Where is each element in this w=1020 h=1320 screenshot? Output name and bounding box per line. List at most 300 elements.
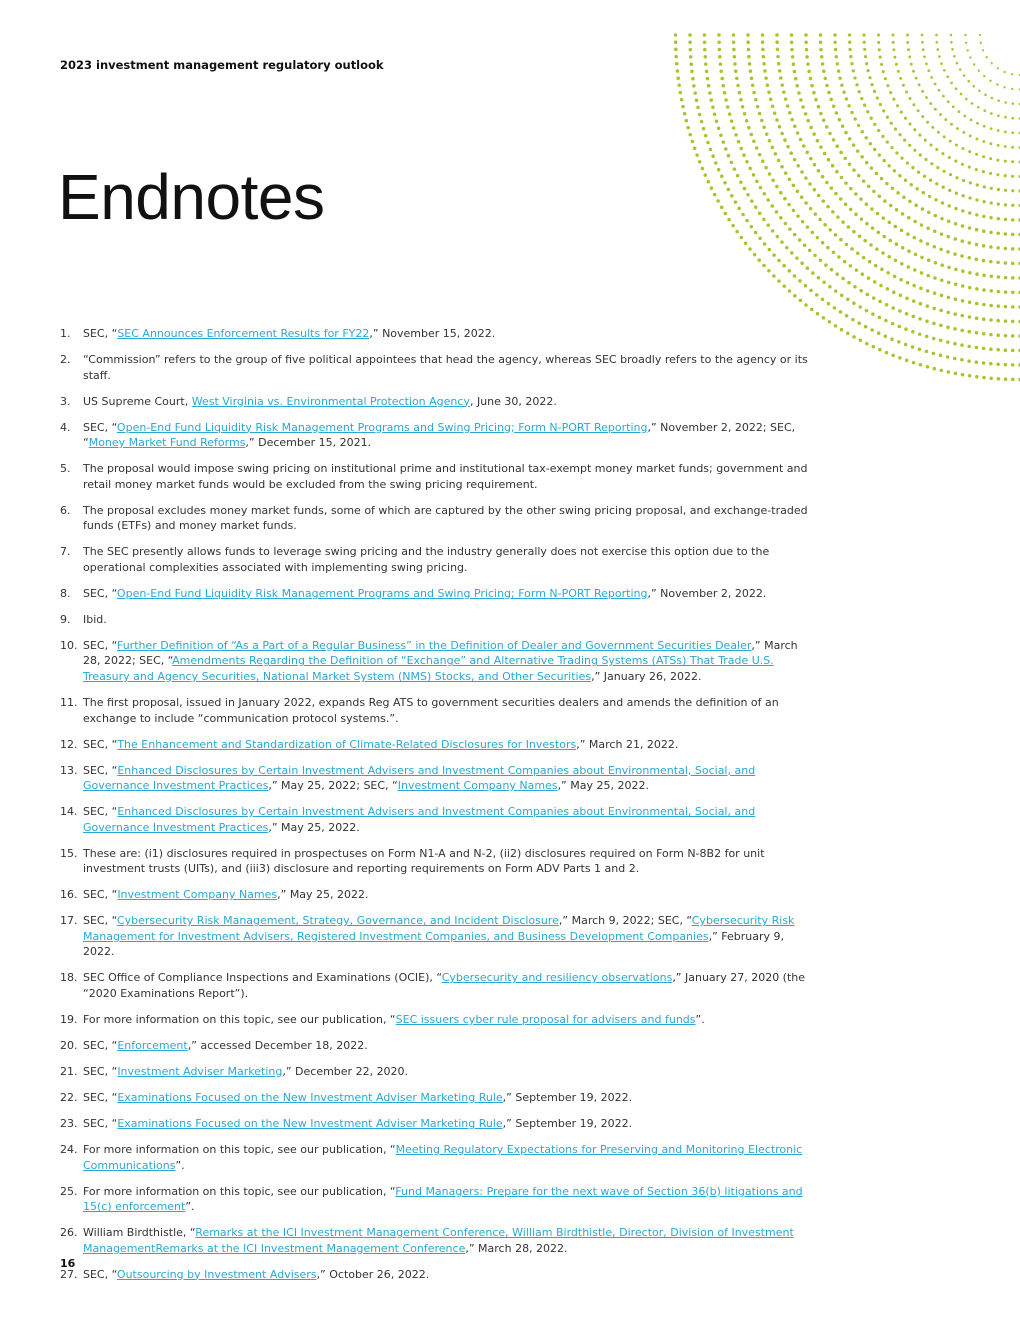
- decorative-dot: [793, 70, 797, 74]
- endnote-link[interactable]: Amendments Regarding the Definition of “Exchange” and Alternative Trading Systems (ATSs) That Trade U.S. Treasury and Agency Securities, National Market System (NMS) Stocks, and Other Securities: [83, 654, 774, 684]
- decorative-dot: [975, 198, 978, 201]
- decorative-dot: [919, 239, 923, 243]
- decorative-dot: [989, 80, 991, 82]
- decorative-dot: [713, 193, 717, 197]
- endnotes-list: [60, 326, 810, 1293]
- decorative-dot: [877, 41, 880, 44]
- decorative-dot: [883, 199, 887, 203]
- decorative-dot: [1011, 276, 1015, 280]
- endnote-link[interactable]: Money Market Fund Reforms: [88, 436, 246, 450]
- decorative-dot: [950, 34, 953, 37]
- decorative-dot: [940, 217, 944, 221]
- decorative-dot: [840, 328, 844, 332]
- decorative-dot: [869, 142, 872, 145]
- decorative-dot: [820, 55, 824, 59]
- decorative-dot: [734, 69, 738, 73]
- decorative-dot: [728, 112, 732, 116]
- decorative-dot: [868, 76, 871, 79]
- decorative-dot: [732, 33, 736, 37]
- endnote-link[interactable]: Examinations Focused on the New Investment Adviser Marketing Rule: [117, 1116, 503, 1130]
- decorative-dot: [859, 197, 863, 201]
- decorative-dot: [1004, 232, 1008, 236]
- endnote-text: The SEC presently allows funds to leverage swing pricing and the industry generally does not exercise this option due to the operational complexities associated with implementing swing pricing.: [83, 545, 770, 574]
- decorative-dot: [852, 301, 856, 305]
- decorative-dot: [996, 363, 1000, 367]
- decorative-dot: [962, 131, 965, 134]
- endnote-link[interactable]: Investment Company Names: [117, 888, 278, 902]
- decorative-dot: [907, 216, 911, 220]
- decorative-dot: [777, 259, 781, 263]
- decorative-dot: [918, 332, 922, 336]
- decorative-dot: [942, 186, 945, 189]
- decorative-dot: [973, 85, 976, 88]
- decorative-dot: [786, 145, 790, 149]
- decorative-dot: [908, 144, 911, 147]
- decorative-dot: [841, 124, 845, 128]
- decorative-dot: [717, 33, 721, 37]
- decorative-dot: [990, 187, 993, 190]
- decorative-dot: [965, 42, 967, 44]
- endnote-item: [60, 695, 810, 726]
- decorative-dot: [966, 49, 968, 51]
- decorative-dot: [924, 139, 927, 142]
- decorative-dot: [824, 263, 828, 267]
- decorative-dot: [696, 106, 700, 110]
- decorative-dot: [828, 285, 832, 289]
- endnote-text: ,” November 2, 2022; SEC, “: [83, 420, 796, 450]
- endnote-text: ,” May 25, 2022.: [277, 888, 369, 902]
- endnote-text: ,” December 22, 2020.: [282, 1065, 409, 1078]
- endnote-link[interactable]: The Enhancement and Standardization of Climate-Related Disclosures for Investors: [117, 737, 577, 751]
- decorative-dot: [828, 320, 832, 324]
- decorative-dot: [913, 220, 917, 224]
- decorative-dot: [1003, 86, 1005, 88]
- decorative-dot: [804, 201, 808, 205]
- endnote-text: “Commission” refers to the group of five political appointees that head the agency, whereas SEC broadly refers to the agency or its staff.: [83, 352, 808, 382]
- decorative-dot: [860, 97, 863, 100]
- decorative-dot: [906, 281, 910, 285]
- decorative-dot: [932, 322, 936, 326]
- decorative-dot: [807, 70, 811, 74]
- decorative-dot: [837, 255, 841, 259]
- decorative-dot: [968, 196, 971, 199]
- endnote-link[interactable]: West Virginia vs. Environmental Protection Agency: [191, 394, 470, 408]
- decorative-dot: [804, 112, 808, 116]
- decorative-dot: [954, 372, 958, 376]
- endnote-number: 18.: [60, 971, 78, 985]
- endnote-text: Ibid.: [83, 612, 107, 626]
- decorative-dot: [814, 98, 818, 102]
- decorative-dot: [850, 247, 854, 251]
- decorative-dot: [850, 111, 853, 114]
- decorative-dot: [882, 216, 886, 220]
- decorative-dot: [879, 284, 883, 288]
- decorative-dot: [962, 147, 965, 150]
- decorative-dot: [939, 113, 942, 116]
- endnote-text: SEC, “: [83, 1039, 118, 1053]
- decorative-dot: [717, 41, 721, 45]
- decorative-dot: [991, 97, 994, 100]
- decorative-dot: [982, 347, 986, 351]
- decorative-dot: [922, 48, 925, 51]
- decorative-dot: [741, 213, 745, 217]
- endnote-item: [60, 461, 810, 492]
- decorative-dot: [938, 55, 941, 58]
- decorative-dot: [955, 87, 958, 90]
- endnote-link[interactable]: Open-End Fund Liquidity Risk Management Programs and Swing Pricing; Form N-PORT Reporting: [116, 586, 648, 600]
- decorative-dot: [865, 161, 869, 165]
- decorative-dot: [704, 173, 708, 177]
- endnote-link[interactable]: Enhanced Disclosures by Certain Investment Advisers and Investment Companies about Environmental, Social, and Governance Investment Practices: [83, 805, 756, 834]
- decorative-dot: [717, 127, 721, 131]
- decorative-dot: [793, 125, 797, 129]
- decorative-dot: [926, 289, 930, 293]
- endnote-link[interactable]: Cybersecurity Risk Management, Strategy, Governance, and Incident Disclosure: [116, 914, 559, 928]
- decorative-dot: [982, 140, 985, 143]
- decorative-dot: [709, 148, 713, 152]
- decorative-dot: [947, 281, 951, 285]
- decorative-dot: [950, 82, 953, 85]
- endnote-number: 2.: [60, 352, 71, 366]
- decorative-dot: [968, 374, 972, 378]
- decorative-dot: [778, 69, 782, 73]
- decorative-dot: [867, 69, 870, 72]
- decorative-dot: [1004, 363, 1008, 367]
- decorative-dot: [975, 243, 979, 247]
- decorative-dot: [848, 41, 851, 44]
- decorative-dot: [918, 348, 922, 352]
- decorative-dot: [771, 105, 775, 109]
- decorative-dot: [867, 276, 871, 280]
- endnote-link[interactable]: Cybersecurity Risk Management for Investment Advisers, Registered Investment Companies, and Business Development Companies: [83, 914, 795, 943]
- decorative-dot: [907, 249, 911, 253]
- decorative-dot: [932, 352, 936, 356]
- decorative-dot: [826, 246, 830, 250]
- decorative-dot: [879, 103, 882, 106]
- decorative-dot: [865, 202, 869, 206]
- endnote-link[interactable]: Further Definition of “As a Part of a Regular Business” in the Definition of Dealer and Government Securities Dealer: [116, 638, 752, 652]
- decorative-dot: [831, 210, 835, 214]
- decorative-dot: [901, 246, 905, 250]
- endnote-link[interactable]: Investment Company Names: [397, 779, 558, 793]
- decorative-dot: [953, 327, 957, 331]
- decorative-dot: [714, 161, 718, 165]
- endnote-text: SEC, “: [83, 1116, 118, 1130]
- decorative-dot: [908, 55, 911, 58]
- decorative-dot: [876, 96, 879, 99]
- endnote-item: [60, 846, 810, 877]
- decorative-dot: [829, 98, 833, 102]
- decorative-dot: [872, 190, 876, 194]
- decorative-dot: [840, 294, 844, 298]
- decorative-dot: [834, 48, 837, 51]
- decorative-dot: [868, 260, 872, 264]
- decorative-dot: [783, 197, 787, 201]
- decorative-dot: [968, 301, 972, 305]
- endnote-link[interactable]: Enhanced Disclosures by Certain Investment Advisers and Investment Companies about Environmental, Social, and Governance Investment Practices: [83, 763, 756, 793]
- decorative-dot: [879, 56, 882, 59]
- decorative-dot: [1004, 261, 1008, 265]
- endnote-link[interactable]: Fund Managers: Prepare for the next wave of Section 36(b) litigations and 15(c) enforcement: [83, 1184, 803, 1214]
- decorative-dot: [722, 84, 726, 88]
- decorative-dot: [895, 63, 898, 66]
- decorative-dot: [885, 351, 889, 355]
- decorative-dot: [930, 76, 933, 79]
- decorative-dot: [1011, 204, 1014, 207]
- decorative-dot: [754, 205, 758, 209]
- decorative-dot: [955, 176, 958, 179]
- endnote-link[interactable]: Examinations Focused on the New Investment Adviser Marketing Rule: [117, 1090, 503, 1104]
- decorative-dot: [833, 33, 836, 36]
- decorative-dot: [688, 41, 692, 45]
- endnote-text: SEC, “: [83, 638, 117, 652]
- decorative-dot: [759, 186, 763, 190]
- decorative-dot: [982, 244, 986, 248]
- endnote-link[interactable]: Remarks at the ICI Investment Management Conference, William Birdthistle, Director, Division of Investment ManagementRemarks at the ICI Investment Management Conference: [83, 1226, 794, 1255]
- decorative-dot: [963, 115, 966, 118]
- decorative-dot: [764, 166, 768, 170]
- decorative-dot: [1004, 145, 1007, 148]
- decorative-dot: [980, 42, 982, 44]
- decorative-dot: [819, 259, 823, 263]
- decorative-dot: [947, 235, 951, 239]
- decorative-dot: [780, 132, 784, 136]
- decorative-dot: [816, 139, 820, 143]
- decorative-dot: [866, 110, 869, 113]
- decorative-dot: [693, 147, 697, 151]
- decorative-dot: [835, 55, 838, 58]
- decorative-dot: [960, 254, 964, 258]
- decorative-dot: [873, 148, 876, 151]
- decorative-dot: [809, 289, 813, 293]
- decorative-dot: [997, 202, 1000, 205]
- endnote-number: 5.: [60, 462, 71, 476]
- decorative-dot: [823, 152, 827, 156]
- decorative-dot: [804, 303, 808, 307]
- decorative-dot: [1004, 377, 1008, 381]
- endnote-link[interactable]: Outsourcing by Investment Advisers: [116, 1267, 317, 1281]
- decorative-dot: [970, 119, 973, 122]
- decorative-dot: [943, 170, 946, 173]
- decorative-dot: [919, 363, 923, 367]
- endnote-text: SEC, “: [83, 1267, 117, 1281]
- decorative-dot: [926, 227, 930, 231]
- endnote-item: [60, 503, 810, 534]
- decorative-dot: [923, 55, 926, 58]
- decorative-dot: [968, 330, 972, 334]
- decorative-dot: [753, 253, 757, 257]
- decorative-dot: [947, 296, 951, 300]
- decorative-dot: [821, 62, 825, 66]
- decorative-dot: [780, 165, 784, 169]
- decorative-dot: [776, 55, 780, 59]
- decorative-dot: [982, 303, 986, 307]
- endnote-text: ”.: [175, 1158, 185, 1172]
- decorative-dot: [844, 203, 848, 207]
- endnote-item: [60, 1142, 810, 1173]
- decorative-dot: [989, 304, 993, 308]
- decorative-dot: [921, 115, 924, 118]
- decorative-dot: [681, 105, 685, 109]
- decorative-dot: [975, 331, 979, 335]
- decorative-dot: [940, 294, 944, 298]
- endnote-text: ,” October 26, 2022.: [316, 1267, 430, 1281]
- decorative-dot: [793, 294, 797, 298]
- decorative-dot: [727, 188, 731, 192]
- decorative-dot: [732, 48, 736, 52]
- decorative-dot: [989, 289, 993, 293]
- endnote-item: [60, 1225, 810, 1256]
- decorative-dot: [975, 302, 979, 306]
- decorative-dot: [841, 277, 845, 281]
- endnote-link[interactable]: SEC issuers cyber rule proposal for advisers and funds: [395, 1013, 696, 1027]
- decorative-dot: [796, 190, 800, 194]
- decorative-dot: [802, 144, 806, 148]
- decorative-dot: [798, 279, 802, 283]
- decorative-dot: [711, 105, 715, 109]
- decorative-dot: [975, 137, 978, 140]
- decorative-dot: [837, 69, 840, 72]
- decorative-dot: [996, 246, 1000, 250]
- decorative-dot: [989, 260, 993, 264]
- decorative-dot: [675, 62, 679, 66]
- endnote-text: SEC, “: [83, 763, 118, 777]
- decorative-dot: [788, 227, 792, 231]
- decorative-dot: [927, 69, 930, 72]
- decorative-dot: [894, 259, 898, 263]
- decorative-dot: [748, 247, 752, 251]
- decorative-dot: [930, 162, 933, 165]
- decorative-dot: [834, 324, 838, 328]
- decorative-dot: [898, 356, 902, 360]
- decorative-dot: [996, 319, 1000, 323]
- decorative-dot: [997, 217, 1000, 220]
- decorative-dot: [835, 272, 839, 276]
- decorative-dot: [910, 183, 913, 186]
- decorative-dot: [1004, 305, 1008, 309]
- decorative-dot: [795, 256, 799, 260]
- decorative-dot: [939, 248, 943, 252]
- decorative-dot: [946, 355, 950, 359]
- decorative-dot: [939, 324, 943, 328]
- decorative-dot: [800, 170, 804, 174]
- decorative-dot: [947, 266, 951, 270]
- decorative-dot: [921, 207, 925, 211]
- decorative-dot: [720, 77, 724, 81]
- decorative-dot: [691, 77, 695, 81]
- decorative-dot: [768, 139, 772, 143]
- decorative-dot: [839, 238, 843, 242]
- decorative-dot: [905, 91, 908, 94]
- decorative-dot: [832, 138, 836, 142]
- decorative-dot: [982, 259, 986, 263]
- endnote-link[interactable]: Enforcement: [117, 1039, 188, 1053]
- decorative-dot: [938, 89, 941, 92]
- decorative-dot: [816, 312, 820, 316]
- decorative-dot: [861, 272, 865, 276]
- decorative-dot: [881, 251, 885, 255]
- decorative-dot: [704, 55, 708, 59]
- decorative-dot: [912, 70, 915, 73]
- decorative-dot: [894, 225, 898, 229]
- decorative-dot: [765, 132, 769, 136]
- decorative-dot: [804, 41, 808, 45]
- decorative-dot: [960, 329, 964, 333]
- decorative-dot: [914, 204, 918, 208]
- endnote-item: [60, 352, 810, 383]
- decorative-dot: [900, 262, 904, 266]
- decorative-dot: [811, 271, 815, 275]
- decorative-dot: [830, 186, 834, 190]
- decorative-dot: [1011, 291, 1015, 295]
- decorative-dot: [821, 241, 825, 245]
- decorative-dot: [790, 41, 794, 45]
- decorative-dot: [700, 120, 704, 124]
- decorative-dot: [758, 153, 762, 157]
- decorative-dot: [784, 97, 788, 101]
- endnote-link[interactable]: Meeting Regulatory Expectations for Preserving and Monitoring Electronic Communications: [83, 1142, 803, 1172]
- decorative-dot: [989, 231, 993, 235]
- endnote-text: SEC, “: [83, 888, 118, 902]
- decorative-dot: [791, 55, 795, 59]
- endnote-link[interactable]: Cybersecurity and resiliency observations: [441, 971, 673, 985]
- endnote-text: SEC, “: [83, 1065, 118, 1078]
- decorative-dot: [996, 173, 999, 176]
- decorative-dot: [896, 104, 899, 107]
- decorative-dot: [921, 90, 924, 93]
- decorative-dot: [911, 166, 914, 169]
- decorative-dot: [822, 69, 826, 73]
- decorative-dot: [763, 69, 767, 73]
- decorative-dot: [701, 167, 705, 171]
- decorative-dot: [790, 118, 794, 122]
- endnote-link[interactable]: Investment Adviser Marketing: [117, 1065, 283, 1078]
- decorative-dot: [842, 90, 845, 93]
- decorative-dot: [767, 91, 771, 95]
- decorative-dot: [760, 119, 764, 123]
- decorative-dot: [943, 135, 946, 138]
- decorative-dot: [990, 201, 993, 204]
- endnote-item: [60, 420, 810, 451]
- decorative-dot: [942, 95, 945, 98]
- decorative-dot: [843, 260, 847, 264]
- decorative-dot: [912, 315, 916, 319]
- decorative-dot: [698, 160, 702, 164]
- endnote-item: [60, 544, 810, 575]
- endnote-link[interactable]: Open-End Fund Liquidity Risk Management Programs and Swing Pricing; Form N-PORT Reporting: [116, 420, 648, 434]
- decorative-dot: [908, 122, 911, 125]
- decorative-dot: [819, 41, 823, 45]
- decorative-dot: [764, 76, 768, 80]
- decorative-dot: [727, 218, 731, 222]
- decorative-dot: [693, 91, 697, 95]
- decorative-dot: [1011, 218, 1014, 221]
- decorative-dot: [940, 263, 944, 267]
- decorative-dot: [743, 112, 747, 116]
- decorative-dot: [752, 173, 756, 177]
- decorative-dot: [720, 175, 724, 179]
- decorative-dot: [882, 70, 885, 73]
- endnote-link[interactable]: SEC Announces Enforcement Results for FY22: [117, 327, 370, 340]
- decorative-dot: [1004, 189, 1007, 192]
- decorative-dot: [792, 184, 796, 188]
- decorative-dot: [983, 75, 985, 77]
- decorative-dot: [983, 125, 986, 128]
- decorative-dot: [849, 208, 853, 212]
- decorative-dot: [1004, 290, 1008, 294]
- decorative-dot: [997, 99, 1000, 102]
- decorative-dot: [692, 84, 696, 88]
